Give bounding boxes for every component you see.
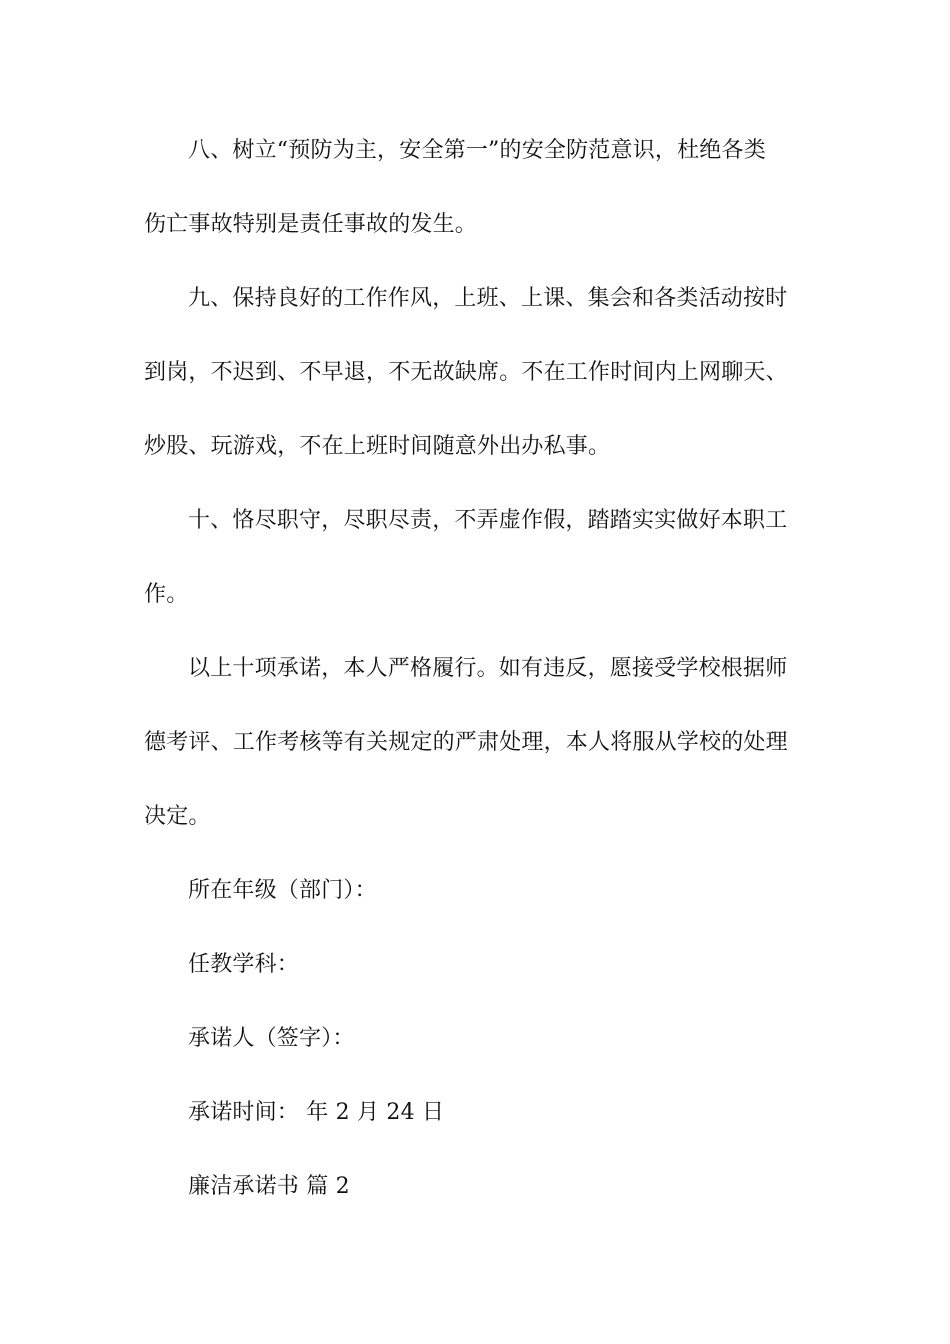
paragraph-8-line-1: 八、树立“预防为主，安全第一”的安全防范意识，杜绝各类	[188, 138, 766, 163]
paragraph-8-line-2: 伤亡事故特别是责任事故的发生。	[144, 212, 478, 237]
subject-field: 任教学科：	[188, 952, 300, 977]
paragraph-10-line-1: 十、恪尽职守，尽职尽责，不弄虚作假，踏踏实实做好本职工	[188, 508, 788, 533]
grade-department-field: 所在年级（部门）：	[188, 878, 377, 903]
next-section-title: 廉洁承诺书 篇 2	[188, 1174, 350, 1199]
paragraph-9-line-3: 炒股、玩游戏，不在上班时间随意外出办私事。	[144, 434, 611, 459]
summary-paragraph-line-3: 决定。	[144, 804, 211, 829]
signatory-field: 承诺人（签字）：	[188, 1026, 355, 1051]
summary-paragraph-line-2: 德考评、工作考核等有关规定的严肃处理，本人将服从学校的处理	[144, 730, 788, 755]
summary-paragraph-line-1: 以上十项承诺，本人严格履行。如有违反，愿接受学校根据师	[188, 656, 788, 681]
paragraph-9-line-2: 到岗，不迟到、不早退，不无故缺席。不在工作时间内上网聊天、	[144, 360, 788, 385]
paragraph-10-line-2: 作。	[144, 582, 189, 607]
commitment-date-field: 承诺时间： 年 2 月 24 日	[188, 1100, 445, 1125]
paragraph-9-line-1: 九、保持良好的工作作风，上班、上课、集会和各类活动按时	[188, 286, 788, 311]
